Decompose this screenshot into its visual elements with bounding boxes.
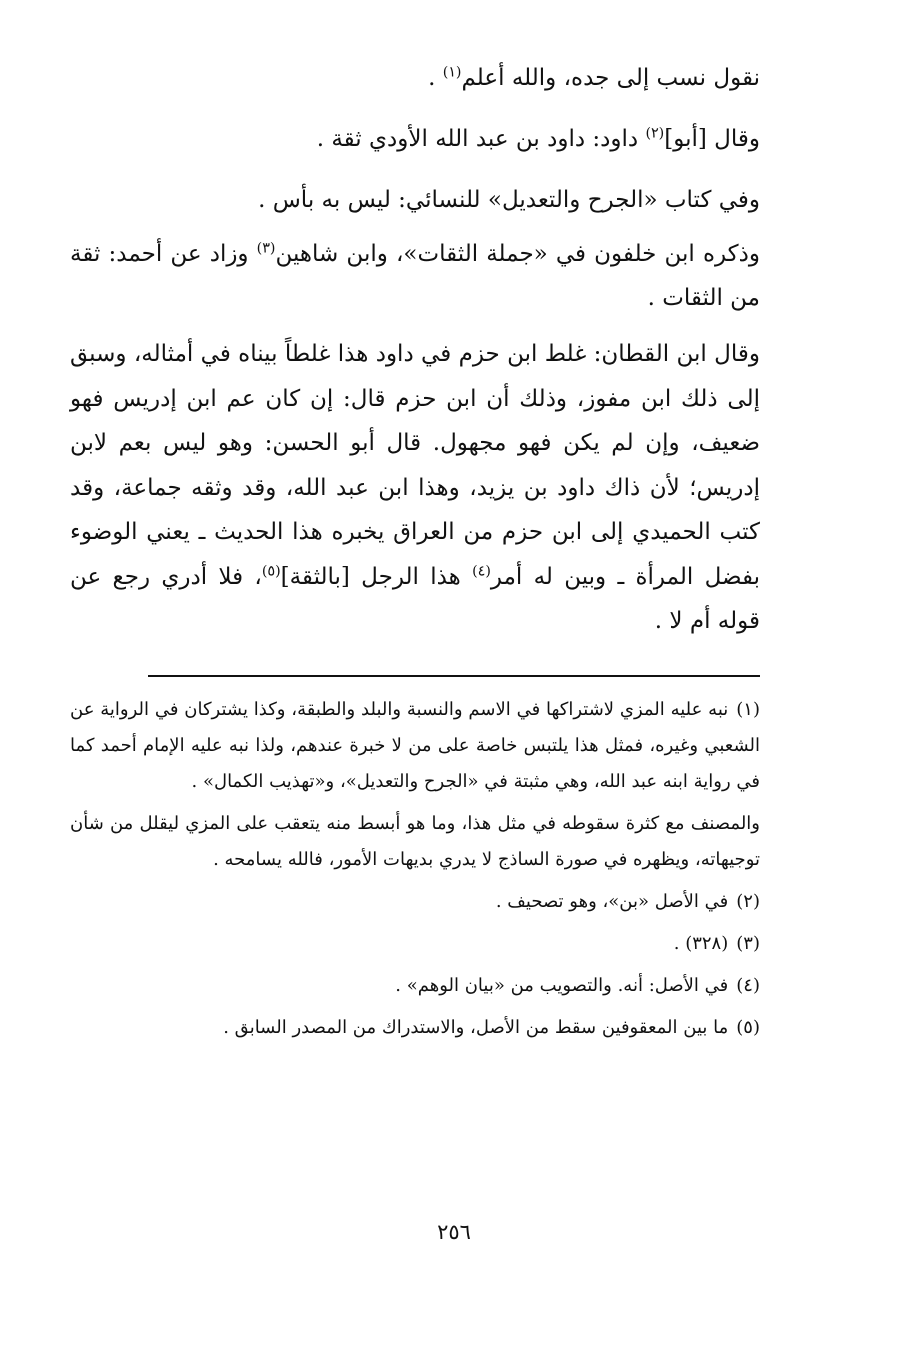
main-text: [70, 55, 760, 644]
footnote: [70, 926, 760, 962]
footnote-ref[interactable]: (١): [442, 64, 462, 81]
footnote-ref[interactable]: (٥): [261, 562, 281, 579]
paragraph: [70, 55, 760, 102]
footnote-ref[interactable]: (٤): [472, 562, 491, 579]
paragraph-text: وذكره ابن خلفون في «جملة الثقات»، وابن شاهين: [275, 241, 760, 267]
paragraph: [70, 177, 760, 224]
footnote-ref[interactable]: (٢): [645, 125, 665, 142]
footnote-text: (٣٢٨) .: [673, 933, 729, 954]
footnote-number: (٣): [736, 933, 760, 954]
footnote-number: (٥): [736, 1017, 760, 1038]
footnote-number: (١): [736, 699, 760, 720]
paragraph-text: وزاد عن أحمد: ثقة من الثقات .: [70, 241, 760, 311]
footnote-text: في الأصل: أنه. والتصويب من «بيان الوهم» .: [395, 975, 729, 996]
paragraph-text: داود: داود بن عبد الله الأودي ثقة .: [316, 126, 646, 152]
footnote-continuation: [70, 806, 760, 878]
paragraph-text: وقال ابن القطان: غلط ابن حزم في داود هذا غلطاً بيناه في أمثاله، وسبق إلى ذلك ابن مفوز، وذلك أن ابن حزم قال: إن كان عم ابن إدريس فهو ضعيف، وإن لم يكن فهو مجهول. قال أبو الحسن: وهو ليس بعم لابن إدريس؛ لأن ذاك داود بن يزيد، وهذا ابن عبد الله، وقد وثقه جماعة، وقد كتب الحميدي إلى ابن حزم من العراق يخبره هذا الحديث ـ يعني الوضوء بفضل المرأة ـ وبين له أمر: [70, 341, 760, 590]
footnote: [70, 1010, 760, 1046]
paragraph: [70, 232, 760, 320]
footnote: [70, 692, 760, 800]
footnote-text: ما بين المعقوفين سقط من الأصل، والاستدراك من المصدر السابق .: [223, 1017, 729, 1038]
footnote-text: في الأصل «بن»، وهو تصحيف .: [495, 891, 729, 912]
footnote-number: (٤): [736, 975, 760, 996]
page-number: ٢٥٦: [437, 1220, 471, 1244]
paragraph: [70, 116, 760, 163]
footnote-divider: [148, 675, 760, 677]
footnote-ref[interactable]: (٣): [256, 240, 276, 257]
paragraph-text: .: [428, 65, 443, 91]
footnotes: [70, 692, 760, 1046]
paragraph-text: ، فلا أدري رجع عن قوله أم لا .: [70, 563, 760, 634]
footnote: [70, 968, 760, 1004]
paragraph-text: وقال [أبو]: [664, 126, 760, 152]
footnote-text: والمصنف مع كثرة سقوطه في مثل هذا، وما هو أبسط منه يتعقب على المزي ليقلل من شأن توجيهاته، ويظهره في صورة الساذج لا يدري بديهات الأمور، فالله يسامحه .: [70, 813, 760, 870]
footnote: [70, 884, 760, 920]
paragraph: [70, 332, 760, 644]
paragraph-text: نقول نسب إلى جده، والله أعلم: [461, 65, 760, 91]
paragraph-text: هذا الرجل [بالثقة]: [280, 563, 473, 590]
paragraph-text: وفي كتاب «الجرح والتعديل» للنسائي: ليس به بأس .: [258, 187, 760, 213]
footnote-text: نبه عليه المزي لاشتراكها في الاسم والنسبة والبلد والطبقة، وكذا يشتركان في الرواية عن الشعبي وغيره، فمثل هذا يلتبس خاصة على من لا خبرة عندهم، ولذا نبه عليه الإمام أحمد كما في رواية ابنه عبد الله، وهي مثبتة في «الجرح والتعديل»، و«تهذيب الكمال» .: [70, 699, 760, 792]
footnote-number: (٢): [736, 891, 760, 912]
